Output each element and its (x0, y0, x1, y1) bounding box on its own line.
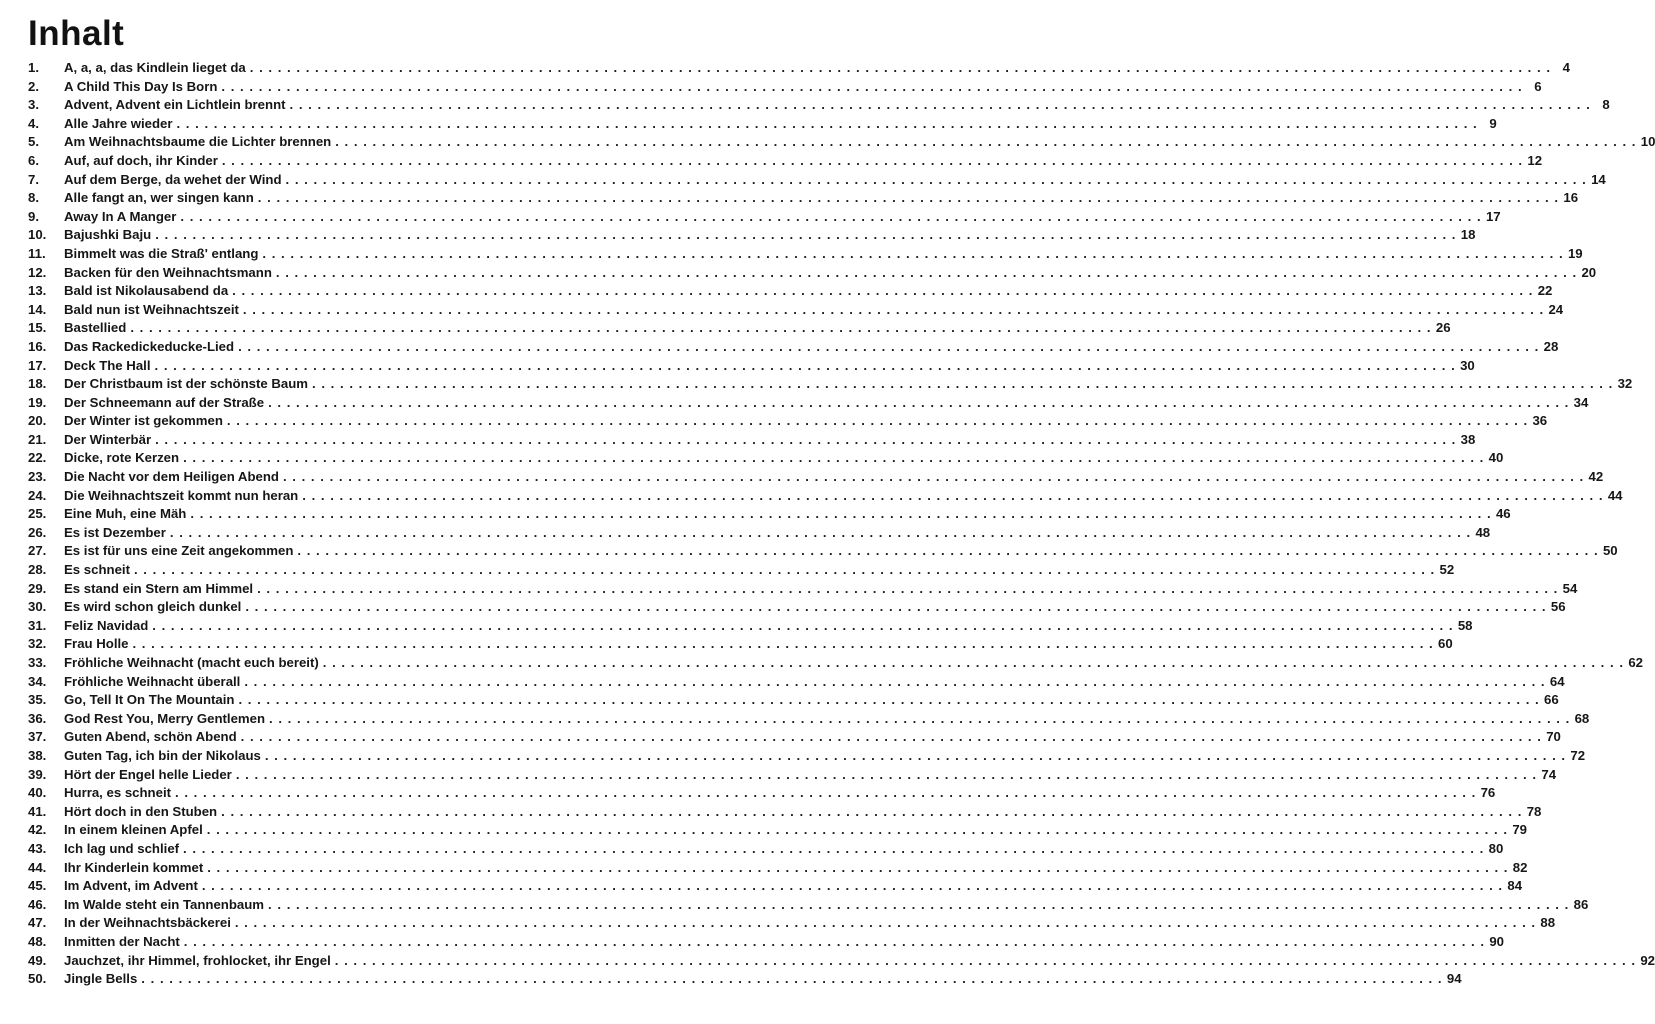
toc-entry-page: 58 (1457, 617, 1473, 633)
toc-entry-page: 10 (1640, 134, 1655, 150)
toc-entry-title: Bajushki Baju (64, 227, 152, 243)
toc-entry-number: 30. (28, 599, 47, 615)
toc-entry-number: 40. (28, 785, 47, 801)
toc-entry-number: 42. (28, 822, 47, 838)
toc-entry-title: Alle fangt an, wer singen kann (64, 190, 254, 206)
toc-entry-page: 36 (1532, 413, 1548, 429)
dot-leader: . . . . . . . . . . . . . . . . . . . . . . . . . . . . . . . . . . . . . . . . . . . . . . . . . . . . . . . . . . . . . . . . . . . . . . . . . . . . . . . . . . . . . . . . . . . . . . . . . . . . . . . . . . . . . . . . . . . . . . . . . . . . . . . . . . . . . . . . . . . . (245, 599, 1547, 615)
dot-leader: . . . . . . . . . . . . . . . . . . . . . . . . . . . . . . . . . . . . . . . . . . . . . . . . . . . . . . . . . . . . . . . . . . . . . . . . . . . . . . . . . . . . . . . . . . . . . . . . . . . . . . . . . . . . . . . . . . . . . . . . . . . . . . . . . . . . . . . . . . . . (180, 208, 1482, 224)
toc-entry (28, 821, 1527, 840)
toc-entry-page: 64 (1549, 673, 1565, 689)
toc-entry-page: 62 (1628, 655, 1643, 670)
toc-entry-number: 5. (28, 134, 39, 150)
dot-leader: . . . . . . . . . . . . . . . . . . . . . . . . . . . . . . . . . . . . . . . . . . . . . . . . . . . . . . . . . . . . . . . . . . . . . . . . . . . . . . . . . . . . . . . . . . . . . . . . . . . . . . . . . . . . . . . . . . . . . . . . . . . . . . . . . . . . . . . . . . . . (206, 822, 1508, 838)
toc-entry (28, 896, 1589, 915)
toc-entry-number: 25. (28, 506, 47, 522)
dot-leader: . . . . . . . . . . . . . . . . . . . . . . . . . . . . . . . . . . . . . . . . . . . . . . . . . . . . . . . . . . . . . . . . . . . . . . . . . . . . . . . . . . . . . . . . . . . . . . . . . . . . . . . . . . . . . . . . . . . . . . . . . . . . . . . . . . . . . . . . . . . . (269, 710, 1571, 726)
toc-entry-page: 22 (1537, 283, 1553, 299)
page-title: Inhalt (28, 14, 125, 53)
toc-entry-number: 2. (28, 78, 39, 94)
toc-entry-page: 92 (1640, 952, 1655, 968)
toc-entry (28, 394, 1589, 413)
toc-entry (28, 96, 1610, 115)
toc-entry-number: 3. (28, 97, 39, 113)
toc-entry-page: 38 (1460, 431, 1476, 447)
toc-entry-number: 6. (28, 152, 39, 168)
toc-entry-number: 12. (28, 264, 47, 280)
toc-entry-page: 94 (1446, 971, 1462, 987)
toc-entry (28, 691, 1559, 710)
toc-entry-title: Feliz Navidad (64, 617, 149, 633)
toc-entry-number: 19. (28, 394, 47, 410)
toc-entry-number: 8. (28, 190, 39, 206)
dot-leader: . . . . . . . . . . . . . . . . . . . . . . . . . . . . . . . . . . . . . . . . . . . . . . . . . . . . . . . . . . . . . . . . . . . . . . . . . . . . . . . . . . . . . . . . . . . . . . . . . . . . . . . . . . . . . . . . . . . . . . . . . . . . . . . . . . . . . . . . . . . . (175, 785, 1477, 801)
toc-entry-page: 50 (1602, 543, 1618, 559)
toc-entry-page: 12 (1527, 152, 1543, 168)
toc-entry (28, 524, 1491, 543)
toc-entry-title: Away In A Manger (64, 208, 177, 224)
dot-leader: . . . . . . . . . . . . . . . . . . . . . . . . . . . . . . . . . . . . . . . . . . . . . . . . . . . . . . . . . . . . . . . . . . . . . . . . . . . . . . . . . . . . . . . . . . . . . . . . . . . . . . . . . . . . . . . . . . . . . . . . . . . . . . . . . . . . . . . . . . . . (268, 896, 1570, 912)
toc-entry (28, 152, 1543, 171)
dot-leader: . . . . . . . . . . . . . . . . . . . . . . . . . . . . . . . . . . . . . . . . . . . . . . . . . . . . . . . . . . . . . . . . . . . . . . . . . . . . . . . . . . . . . . . . . . . . . . . . . . . . . . . . . . . . . . . . . . . . . . . . . . . . . . . . . . . . . . . . . . . . (155, 431, 1457, 447)
toc-entry-page: 4 (1562, 60, 1570, 75)
toc-entry (28, 357, 1475, 376)
toc-entry-page: 9 (1489, 115, 1497, 131)
toc-entry (28, 542, 1618, 561)
dot-leader: . . . . . . . . . . . . . . . . . . . . . . . . . . . . . . . . . . . . . . . . . . . . . . . . . . . . . . . . . . . . . . . . . . . . . . . . . . . . . . . . . . . . . . . . . . . . . . . . . . . . . . . . . . . . . . . . . . . . . . . . . . . . . . . . . . . . . . . . . . . . (302, 487, 1604, 503)
toc-entry-page: 20 (1581, 264, 1597, 280)
toc-entry (28, 78, 1542, 97)
toc-entry-page: 44 (1607, 487, 1623, 503)
dot-leader: . . . . . . . . . . . . . . . . . . . . . . . . . . . . . . . . . . . . . . . . . . . . . . . . . . . . . . . . . . . . . . . . . . . . . . . . . . . . . . . . . . . . . . . . . . . . . . . . . . . . . . . . . . . . . . . . . . . . . . . . . . . . . . . . . . . . . . . . . . . . (133, 562, 1436, 578)
dot-leader: . . . . . . . . . . . . . . . . . . . . . . . . . . . . . . . . . . . . . . . . . . . . . . . . . . . . . . . . . . . . . . . . . . . . . . . . . . . . . . . . . . . . . . . . . . . . . . . . . . . . . . . . . . . . . . . . . . . . . . . . . . . . . . . . . . . . . . . . . . . . (257, 190, 1560, 206)
toc-entry-number: 16. (28, 338, 47, 354)
toc-entry-page: 79 (1512, 822, 1527, 838)
dot-leader: . . . . . . . . . . . . . . . . . . . . . . . . . . . . . . . . . . . . . . . . . . . . . . . . . . . . . . . . . . . . . . . . . . . . . . . . . . . . . . . . . . . . . . . . . . . . . . . . . . . . . . . . . . . . . . . . . . . . . . . . . . . . . . . . . . . . . . . . . . . . (244, 673, 1546, 689)
toc-entry (28, 133, 1655, 152)
dot-leader: . . . . . . . . . . . . . . . . . . . . . . . . . . . . . . . . . . . . . . . . . . . . . . . . . . . . . . . . . . . . . . . . . . . . . . . . . . . . . . . . . . . . . . . . . . . . . . . . . . . . . . . . . . . . . . . . . . . . . . . . . . . . . . . . . . . . . . . . . . . . (275, 264, 1578, 280)
toc-entry-number: 24. (28, 487, 47, 503)
toc-entry-page: 88 (1540, 915, 1556, 931)
toc-entry-number: 17. (28, 357, 47, 373)
toc-entry-page: 16 (1563, 190, 1579, 206)
toc-list (28, 59, 1655, 989)
toc-entry-title: A Child This Day Is Born (64, 78, 218, 94)
toc-entry (28, 59, 1570, 78)
dot-leader: . . . . . . . . . . . . . . . . . . . . . . . . . . . . . . . . . . . . . . . . . . . . . . . . . . . . . . . . . . . . . . . . . . . . . . . . . . . . . . . . . . . . . . . . . . . . . . . . . . . . . . . . . . . . . . . . . . . . . . . . . . . . . . . . . . . . . . . . . . . . (282, 469, 1585, 485)
toc-entry-page: 60 (1438, 636, 1453, 652)
toc-entry-page: 18 (1460, 227, 1476, 243)
toc-entry-number: 26. (28, 524, 47, 540)
toc-entry-number: 46. (28, 896, 47, 912)
toc-entry-page: 70 (1546, 729, 1561, 745)
toc-entry (28, 840, 1504, 859)
toc-entry-number: 29. (28, 580, 47, 596)
toc-entry-title: Jauchzet, ihr Himmel, frohlocket, ihr Engel (64, 952, 331, 968)
toc-entry (28, 561, 1455, 580)
toc-entry-number: 34. (28, 673, 47, 689)
toc-entry (28, 115, 1497, 134)
toc-entry-number: 41. (28, 803, 47, 819)
dot-leader: . . . . . . . . . . . . . . . . . . . . . . . . . . . . . . . . . . . . . . . . . . . . . . . . . . . . . . . . . . . . . . . . . . . . . . . . . . . . . . . . . . . . . . . . . . . . . . . . . . . . . . . . . . . . . . . . . . . . . . . . . . . . . . . . . . . . . . . . . . . . (235, 766, 1538, 782)
toc-entry-page: 40 (1488, 450, 1504, 466)
toc-entry-title: Guten Tag, ich bin der Nikolaus (64, 747, 261, 763)
toc-entry-number: 50. (28, 971, 47, 987)
toc-entry (28, 226, 1476, 245)
toc-entry-page: 32 (1617, 376, 1633, 392)
toc-entry-title: Guten Abend, schön Abend (64, 729, 237, 745)
toc-entry-number: 43. (28, 840, 47, 856)
toc-entry-number: 38. (28, 747, 47, 763)
toc-entry-number: 49. (28, 952, 47, 968)
toc-entry-title: Es ist Dezember (64, 524, 166, 540)
toc-entry-page: 54 (1562, 580, 1578, 596)
toc-entry-page: 82 (1512, 859, 1528, 875)
dot-leader: . . . . . . . . . . . . . . . . . . . . . . . . . . . . . . . . . . . . . . . . . . . . . . . . . . . . . . . . . . . . . . . . . . . . . . . . . . . . . . . . . . . . . . . . . . . . . . . . . . . . . . . . . . . . . . . . . . . . . . . . . . . . . . . . . . . . . . . . . . . . (207, 859, 1509, 875)
toc-entry-title: Bastellied (64, 320, 127, 336)
toc-entry-page: 48 (1475, 524, 1491, 540)
toc-entry (28, 747, 1586, 766)
toc-entry-page: 66 (1544, 692, 1559, 708)
toc-entry (28, 877, 1523, 896)
toc-entry-number: 44. (28, 859, 47, 875)
toc-entry-page: 78 (1526, 803, 1542, 819)
dot-leader: . . . . . . . . . . . . . . . . . . . . . . . . . . . . . . . . . . . . . . . . . . . . . . . . . . . . . . . . . . . . . . . . . . . . . . . . . . . . . . . . . . . . . . . . . . . . . . . . . . . . . . . . . . . . . . . . . . . . . . . . . . . . . . . . . . . . . . . . . . . . (183, 933, 1486, 949)
toc-entry-page: 28 (1543, 338, 1559, 354)
dot-leader: . . . . . . . . . . . . . . . . . . . . . . . . . . . . . . . . . . . . . . . . . . . . . . . . . . . . . . . . . . . . . . . . . . . . . . . . . . . . . . . . . . . . . . . . . . . . . . . . . . . . . . . . . . . . . . . . . . . . . . . . . . . . . . . . . . . . . . . . . . . . (289, 97, 1591, 113)
dot-leader: . . . . . . . . . . . . . . . . . . . . . . . . . . . . . . . . . . . . . . . . . . . . . . . . . . . . . . . . . . . . . . . . . . . . . . . . . . . . . . . . . . . . . . . . . . . . . . . . . . . . . . . . . . . . . . . . . . . . . . . . . . . . . . . . . . . . . . . . . . . . (262, 245, 1564, 261)
toc-entry-page: 76 (1480, 785, 1496, 801)
toc-entry (28, 933, 1505, 952)
dot-leader: . . . . . . . . . . . . . . . . . . . . . . . . . . . . . . . . . . . . . . . . . . . . . . . . . . . . . . . . . . . . . . . . . . . . . . . . . . . . . . . . . . . . . . . . . . . . . . . . . . . . . . . . . . . . . . . . . . . . . . . . . . . . . . . . . . . . . . . . . . . . (238, 692, 1540, 708)
dot-leader: . . . . . . . . . . . . . . . . . . . . . . . . . . . . . . . . . . . . . . . . . . . . . . . . . . . . . . . . . . . . . . . . . . . . . . . . . . . . . . . . . . . . . . . . . . . . . . . . . . . . . . . . . . . . . . . . . . . . . . . . . . . . . . . . . . . . . . . . . . . . (152, 617, 1454, 633)
toc-entry-number: 31. (28, 617, 47, 633)
toc-entry-title: Go, Tell It On The Mountain (64, 692, 235, 708)
toc-entry-number: 10. (28, 227, 47, 243)
toc-entry-title: A, a, a, das Kindlein lieget da (64, 60, 246, 75)
toc-entry (28, 803, 1542, 822)
dot-leader: . . . . . . . . . . . . . . . . . . . . . . . . . . . . . . . . . . . . . . . . . . . . . . . . . . . . . . . . . . . . . . . . . . . . . . . . . . . . . . . . . . . . . . . . . . . . . . . . . . . . . . . . . . . . . . . . . . . . . . . . . . . . . . . . . . . . . . . . . . . . (183, 450, 1485, 466)
dot-leader: . . . . . . . . . . . . . . . . . . . . . . . . . . . . . . . . . . . . . . . . . . . . . . . . . . . . . . . . . . . . . . . . . . . . . . . . . . . . . . . . . . . . . . . . . . . . . . . . . . . . . . . . . . . . . . . . . . . . . . . . . . . . . . . . . . . . . . . . . . . . (234, 915, 1537, 931)
toc-entry-number: 47. (28, 915, 47, 931)
dot-leader: . . . . . . . . . . . . . . . . . . . . . . . . . . . . . . . . . . . . . . . . . . . . . . . . . . . . . . . . . . . . . . . . . . . . . . . . . . . . . . . . . . . . . . . . . . . . . . . . . . . . . . . . . . . . . . . . . . . . . . . . . . . . . . . . . . . . . . . . . . . . (264, 747, 1567, 763)
toc-entry-title: Frau Holle (64, 636, 129, 652)
toc-entry (28, 728, 1561, 747)
dot-leader: . . . . . . . . . . . . . . . . . . . . . . . . . . . . . . . . . . . . . . . . . . . . . . . . . . . . . . . . . . . . . . . . . . . . . . . . . . . . . . . . . . . . . . . . . . . . . . . . . . . . . . . . . . . . . . . . . . . . . . . . . . . . . . . . . . . . . . . . . . . . (221, 78, 1523, 94)
toc-entry-number: 27. (28, 543, 47, 559)
toc-entry-page: 19 (1567, 245, 1583, 261)
toc-entry-page: 56 (1550, 599, 1566, 615)
dot-leader: . . . . . . . . . . . . . . . . . . . . . . . . . . . . . . . . . . . . . . . . . . . . . . . . . . . . . . . . . . . . . . . . . . . . . . . . . . . . . . . . . . . . . . . . . . . . . . . . . . . . . . . . . . . . . . . . . . . . . . . . . . . . . . . . . . . . . . . . . . . . (297, 543, 1599, 559)
toc-entry (28, 859, 1528, 878)
toc-entry-title: Hört der Engel helle Lieder (64, 766, 232, 782)
toc-entry (28, 598, 1566, 617)
toc-entry-number: 11. (28, 245, 46, 261)
dot-leader: . . . . . . . . . . . . . . . . . . . . . . . . . . . . . . . . . . . . . . . . . . . . . . . . . . . . . . . . . . . . . . . . . . . . . . . . . . . . . . . . . . . . . . . . . . . . . . . . . . . . . . . . . . . . . . . . . . . . . . . . . . . . . . . . . . . . . . . . . . . . (201, 878, 1504, 894)
toc-entry-number: 20. (28, 413, 47, 429)
dot-leader: . . . . . . . . . . . . . . . . . . . . . . . . . . . . . . . . . . . . . . . . . . . . . . . . . . . . . . . . . . . . . . . . . . . . . . . . . . . . . . . . . . . . . . . . . . . . . . . . . . . . . . . . . . . . . . . . . . . . . . . . . . . . . . . . . . . . . . . . . . . . (285, 171, 1587, 187)
toc-entry (28, 710, 1590, 729)
toc-entry-title: Es ist für uns eine Zeit angekommen (64, 543, 294, 559)
dot-leader: . . . . . . . . . . . . . . . . . . . . . . . . . . . . . . . . . . . . . . . . . . . . . . . . . . . . . . . . . . . . . . . . . . . . . . . . . . . . . . . . . . . . . . . . . . . . . . . . . . . . . . . . . . . . . . . . . . . . . . . . . . . . . . . . . . . . . . . . . . . . (221, 803, 1523, 819)
toc-entry (28, 784, 1496, 803)
toc-entry-title: Es schneit (64, 562, 130, 578)
toc-entry (28, 449, 1504, 468)
toc-entry-title: Der Schneemann auf der Straße (64, 394, 265, 410)
toc-entry-page: 72 (1570, 747, 1586, 763)
toc-entry-title: Deck The Hall (64, 357, 151, 373)
toc-entry-title: Bimmelt was die Straß' entlang (64, 245, 259, 261)
toc-entry (28, 282, 1553, 301)
dot-leader: . . . . . . . . . . . . . . . . . . . . . . . . . . . . . . . . . . . . . . . . . . . . . . . . . . . . . . . . . . . . . . . . . . . . . . . . . . . . . . . . . . . . . . . . . . . . . . . . . . . . . . . . . . . . . . . . . . . . . . . . . . . . . . . . . . . . . . . . . . . . (257, 580, 1559, 596)
toc-entry-title: Alle Jahre wieder (64, 115, 173, 131)
dot-leader: . . . . . . . . . . . . . . . . . . . . . . . . . . . . . . . . . . . . . . . . . . . . . . . . . . . . . . . . . . . . . . . . . . . . . . . . . . . . . . . . . . . . . . . . . . . . . . . . . . . . . . . . . . . . . . . . . . . . . . . . . . . . . . . . . . . . . . . . . . . . (141, 971, 1443, 987)
toc-entry (28, 338, 1559, 357)
dot-leader: . . . . . . . . . . . . . . . . . . . . . . . . . . . . . . . . . . . . . . . . . . . . . . . . . . . . . . . . . . . . . . . . . . . . . . . . . . . . . . . . . . . . . . . . . . . . . . . . . . . . . . . . . . . . . . . . . . . . . . . . . . . . . . . . . . . . . . . . . . . . (176, 115, 1478, 131)
dot-leader: . . . . . . . . . . . . . . . . . . . . . . . . . . . . . . . . . . . . . . . . . . . . . . . . . . . . . . . . . . . . . . . . . . . . . . . . . . . . . . . . . . . . . . . . . . . . . . . . . . . . . . . . . . . . . . . . . . . . . . . . . . . . . . . . . . . . . . . . . . . . (249, 60, 1551, 75)
toc-entry-title: Im Walde steht ein Tannenbaum (64, 896, 265, 912)
toc-entry-number: 28. (28, 562, 47, 578)
toc-entry-title: Hurra, es schneit (64, 785, 172, 801)
toc-entry (28, 970, 1462, 989)
toc-entry-number: 18. (28, 376, 47, 392)
toc-entry-number: 45. (28, 878, 47, 894)
toc-entry-page: 84 (1507, 878, 1523, 894)
toc-entry-title: Hört doch in den Stuben (64, 803, 218, 819)
toc-entry (28, 301, 1564, 320)
toc-entry-title: Die Weihnachtszeit kommt nun heran (64, 487, 299, 503)
toc-entry-title: God Rest You, Merry Gentlemen (64, 710, 266, 726)
toc-entry-title: Die Nacht vor dem Heiligen Abend (64, 469, 279, 485)
toc-entry-title: Auf, auf doch, ihr Kinder (64, 152, 218, 168)
toc-entry-page: 80 (1488, 840, 1504, 856)
toc-entry-page: 46 (1495, 506, 1511, 522)
toc-entry-title: Fröhliche Weihnacht (macht euch bereit) (64, 655, 319, 670)
toc-entry-page: 86 (1573, 896, 1589, 912)
toc-entry-page: 30 (1460, 357, 1475, 373)
dot-leader: . . . . . . . . . . . . . . . . . . . . . . . . . . . . . . . . . . . . . . . . . . . . . . . . . . . . . . . . . . . . . . . . . . . . . . . . . . . . . . . . . . . . . . . . . . . . . . . . . . . . . . . . . . . . . . . . . . . . . . . . . . . . . . . . . . . . . . . . . . . . (312, 376, 1614, 392)
dot-leader: . . . . . . . . . . . . . . . . . . . . . . . . . . . . . . . . . . . . . . . . . . . . . . . . . . . . . . . . . . . . . . . . . . . . . . . . . . . . . . . . . . . . . . . . . . . . . . . . . . . . . . . . . . . . . . . . . . . . . . . . . . . . . . . . . . . . . . . . . . . . (238, 338, 1540, 354)
toc-entry-page: 74 (1541, 766, 1557, 782)
toc-entry (28, 468, 1604, 487)
toc-entry (28, 412, 1548, 431)
toc-entry-title: Dicke, rote Kerzen (64, 450, 180, 466)
dot-leader: . . . . . . . . . . . . . . . . . . . . . . . . . . . . . . . . . . . . . . . . . . . . . . . . . . . . . . . . . . . . . . . . . . . . . . . . . . . . . . . . . . . . . . . . . . . . . . . . . . . . . . . . . . . . . . . . . . . . . . . . . . . . . . . . . . . . . . . . . . . . (190, 506, 1492, 522)
toc-entry-number: 15. (28, 320, 47, 336)
toc-entry (28, 189, 1579, 208)
toc-entry-title: Bald nun ist Weihnachtszeit (64, 301, 239, 317)
toc-entry-number: 13. (28, 283, 47, 299)
toc-entry-title: Das Rackedickeducke-Lied (64, 338, 235, 354)
dot-leader: . . . . . . . . . . . . . . . . . . . . . . . . . . . . . . . . . . . . . . . . . . . . . . . . . . . . . . . . . . . . . . . . . . . . . . . . . . . . . . . . . . . . . . . . . . . . . . . . . . . . . . . . . . . . . . . . . . . . . . . . . . . . . . . . . . . . . . . . . . . . (221, 152, 1524, 168)
toc-entry-number: 48. (28, 933, 47, 949)
dot-leader: . . . . . . . . . . . . . . . . . . . . . . . . . . . . . . . . . . . . . . . . . . . . . . . . . . . . . . . . . . . . . . . . . . . . . . . . . . . . . . . . . . . . . . . . . . . . . . . . . . . . . . . . . . . . . . . . . . . . . . . . . . . . . . . . . . . . . . . . . . . . (268, 394, 1570, 410)
dot-leader: . . . . . . . . . . . . . . . . . . . . . . . . . . . . . . . . . . . . . . . . . . . . . . . . . . . . . . . . . . . . . . . . . . . . . . . . . . . . . . . . . . . . . . . . . . . . . . . . . . . . . . . . . . . . . . . . . . . . . . . . . . . . . . . . . . . . . . . . . . . . (130, 320, 1432, 336)
toc-entry-title: Der Christbaum ist der schönste Baum (64, 376, 309, 392)
toc-entry-number: 14. (28, 301, 47, 317)
toc-entry-number: 7. (28, 171, 39, 187)
toc-entry-title: Es stand ein Stern am Himmel (64, 580, 254, 596)
toc-entry-number: 32. (28, 636, 47, 652)
toc-entry (28, 431, 1476, 450)
toc-entry-number: 22. (28, 450, 47, 466)
toc-entry-number: 23. (28, 469, 47, 485)
toc-entry-page: 6 (1534, 78, 1542, 94)
toc-entry (28, 171, 1606, 190)
toc-entry-title: Fröhliche Weihnacht überall (64, 673, 241, 689)
toc-entry-title: Backen für den Weihnachtsmann (64, 264, 272, 280)
toc-entry-number: 36. (28, 710, 47, 726)
toc-entry-number: 1. (28, 60, 39, 75)
toc-entry-number: 4. (28, 115, 39, 131)
toc-entry-title: Jingle Bells (64, 971, 138, 987)
dot-leader: . . . . . . . . . . . . . . . . . . . . . . . . . . . . . . . . . . . . . . . . . . . . . . . . . . . . . . . . . . . . . . . . . . . . . . . . . . . . . . . . . . . . . . . . . . . . . . . . . . . . . . . . . . . . . . . . . . . . . . . . . . . . . . . . . . . . . . . . . . . . (183, 840, 1485, 856)
dot-leader: . . . . . . . . . . . . . . . . . . . . . . . . . . . . . . . . . . . . . . . . . . . . . . . . . . . . . . . . . . . . . . . . . . . . . . . . . . . . . . . . . . . . . . . . . . . . . . . . . . . . . . . . . . . . . . . . . . . . . . . . . . . . . . . . . . . . . . . . . . . . (335, 134, 1637, 150)
toc-entry (28, 654, 1643, 673)
toc-entry-number: 33. (28, 655, 47, 670)
toc-entry-title: Advent, Advent ein Lichtlein brennt (64, 97, 286, 113)
toc-entry (28, 766, 1557, 785)
toc-entry-page: 14 (1591, 171, 1606, 187)
toc-entry-title: Im Advent, im Advent (64, 878, 198, 894)
toc-entry-title: Eine Muh, eine Mäh (64, 506, 187, 522)
toc-entry-title: Ich lag und schlief (64, 840, 180, 856)
dot-leader: . . . . . . . . . . . . . . . . . . . . . . . . . . . . . . . . . . . . . . . . . . . . . . . . . . . . . . . . . . . . . . . . . . . . . . . . . . . . . . . . . . . . . . . . . . . . . . . . . . . . . . . . . . . . . . . . . . . . . . . . . . . . . . . . . . . . . . . . . . . . (322, 655, 1624, 670)
dot-leader: . . . . . . . . . . . . . . . . . . . . . . . . . . . . . . . . . . . . . . . . . . . . . . . . . . . . . . . . . . . . . . . . . . . . . . . . . . . . . . . . . . . . . . . . . . . . . . . . . . . . . . . . . . . . . . . . . . . . . . . . . . . . . . . . . . . . . . . . . . . . (132, 636, 1434, 652)
toc-entry-title: Der Winter ist gekommen (64, 413, 223, 429)
toc-entry-title: Auf dem Berge, da wehet der Wind (64, 171, 282, 187)
dot-leader: . . . . . . . . . . . . . . . . . . . . . . . . . . . . . . . . . . . . . . . . . . . . . . . . . . . . . . . . . . . . . . . . . . . . . . . . . . . . . . . . . . . . . . . . . . . . . . . . . . . . . . . . . . . . . . . . . . . . . . . . . . . . . . . . . . . . . . . . . . . . (226, 413, 1529, 429)
toc-entry (28, 952, 1655, 971)
toc-entry (28, 580, 1578, 599)
toc-entry-page: 34 (1573, 394, 1589, 410)
toc-entry (28, 264, 1597, 283)
toc-entry (28, 617, 1473, 636)
dot-leader: . . . . . . . . . . . . . . . . . . . . . . . . . . . . . . . . . . . . . . . . . . . . . . . . . . . . . . . . . . . . . . . . . . . . . . . . . . . . . . . . . . . . . . . . . . . . . . . . . . . . . . . . . . . . . . . . . . . . . . . . . . . . . . . . . . . . . . . . . . . . (242, 301, 1545, 317)
toc-entry (28, 635, 1453, 654)
toc-entry-number: 21. (28, 431, 47, 447)
toc-entry-title: In einem kleinen Apfel (64, 822, 203, 838)
toc-entry-number: 9. (28, 208, 39, 224)
toc-entry-number: 39. (28, 766, 47, 782)
toc-entry-page: 68 (1574, 710, 1590, 726)
dot-leader: . . . . . . . . . . . . . . . . . . . . . . . . . . . . . . . . . . . . . . . . . . . . . . . . . . . . . . . . . . . . . . . . . . . . . . . . . . . . . . . . . . . . . . . . . . . . . . . . . . . . . . . . . . . . . . . . . . . . . . . . . . . . . . . . . . . . . . . . . . . . (334, 952, 1636, 968)
dot-leader: . . . . . . . . . . . . . . . . . . . . . . . . . . . . . . . . . . . . . . . . . . . . . . . . . . . . . . . . . . . . . . . . . . . . . . . . . . . . . . . . . . . . . . . . . . . . . . . . . . . . . . . . . . . . . . . . . . . . . . . . . . . . . . . . . . . . . . . . . . . . (232, 283, 1534, 299)
toc-entry (28, 208, 1501, 227)
toc-entry-page: 42 (1588, 469, 1604, 485)
toc-entry-page: 24 (1548, 301, 1564, 317)
toc-entry-page: 90 (1489, 933, 1505, 949)
dot-leader: . . . . . . . . . . . . . . . . . . . . . . . . . . . . . . . . . . . . . . . . . . . . . . . . . . . . . . . . . . . . . . . . . . . . . . . . . . . . . . . . . . . . . . . . . . . . . . . . . . . . . . . . . . . . . . . . . . . . . . . . . . . . . . . . . . . . . . . . . . . . (155, 227, 1457, 243)
toc-entry-title: In der Weihnachtsbäckerei (64, 915, 231, 931)
toc-entry (28, 914, 1556, 933)
dot-leader: . . . . . . . . . . . . . . . . . . . . . . . . . . . . . . . . . . . . . . . . . . . . . . . . . . . . . . . . . . . . . . . . . . . . . . . . . . . . . . . . . . . . . . . . . . . . . . . . . . . . . . . . . . . . . . . . . . . . . . . . . . . . . . . . . . . . . . . . . . . . (240, 729, 1542, 745)
toc-entry-page: 26 (1435, 320, 1451, 336)
toc-entry-title: Am Weihnachtsbaume die Lichter brennen (64, 134, 332, 150)
toc-entry (28, 505, 1511, 524)
toc-entry-page: 52 (1439, 562, 1455, 578)
toc-entry-title: Der Winterbär (64, 431, 152, 447)
toc-entry-number: 37. (28, 729, 47, 745)
dot-leader: . . . . . . . . . . . . . . . . . . . . . . . . . . . . . . . . . . . . . . . . . . . . . . . . . . . . . . . . . . . . . . . . . . . . . . . . . . . . . . . . . . . . . . . . . . . . . . . . . . . . . . . . . . . . . . . . . . . . . . . . . . . . . . . . . . . . . . . . . . . . (169, 524, 1472, 540)
toc-entry-title: Ihr Kinderlein kommet (64, 859, 204, 875)
toc-entry-title: Es wird schon gleich dunkel (64, 599, 242, 615)
toc-entry-page: 8 (1602, 97, 1610, 113)
toc-entry-title: Bald ist Nikolausabend da (64, 283, 229, 299)
toc-entry-number: 35. (28, 692, 47, 708)
toc-entry (28, 375, 1633, 394)
toc-entry-page: 17 (1485, 208, 1501, 224)
toc-entry (28, 245, 1583, 264)
toc-entry (28, 673, 1565, 692)
toc-entry (28, 319, 1451, 338)
dot-leader: . . . . . . . . . . . . . . . . . . . . . . . . . . . . . . . . . . . . . . . . . . . . . . . . . . . . . . . . . . . . . . . . . . . . . . . . . . . . . . . . . . . . . . . . . . . . . . . . . . . . . . . . . . . . . . . . . . . . . . . . . . . . . . . . . . . . . . . . . . . . (154, 357, 1456, 373)
toc-entry (28, 487, 1623, 506)
toc-entry-title: Inmitten der Nacht (64, 933, 180, 949)
